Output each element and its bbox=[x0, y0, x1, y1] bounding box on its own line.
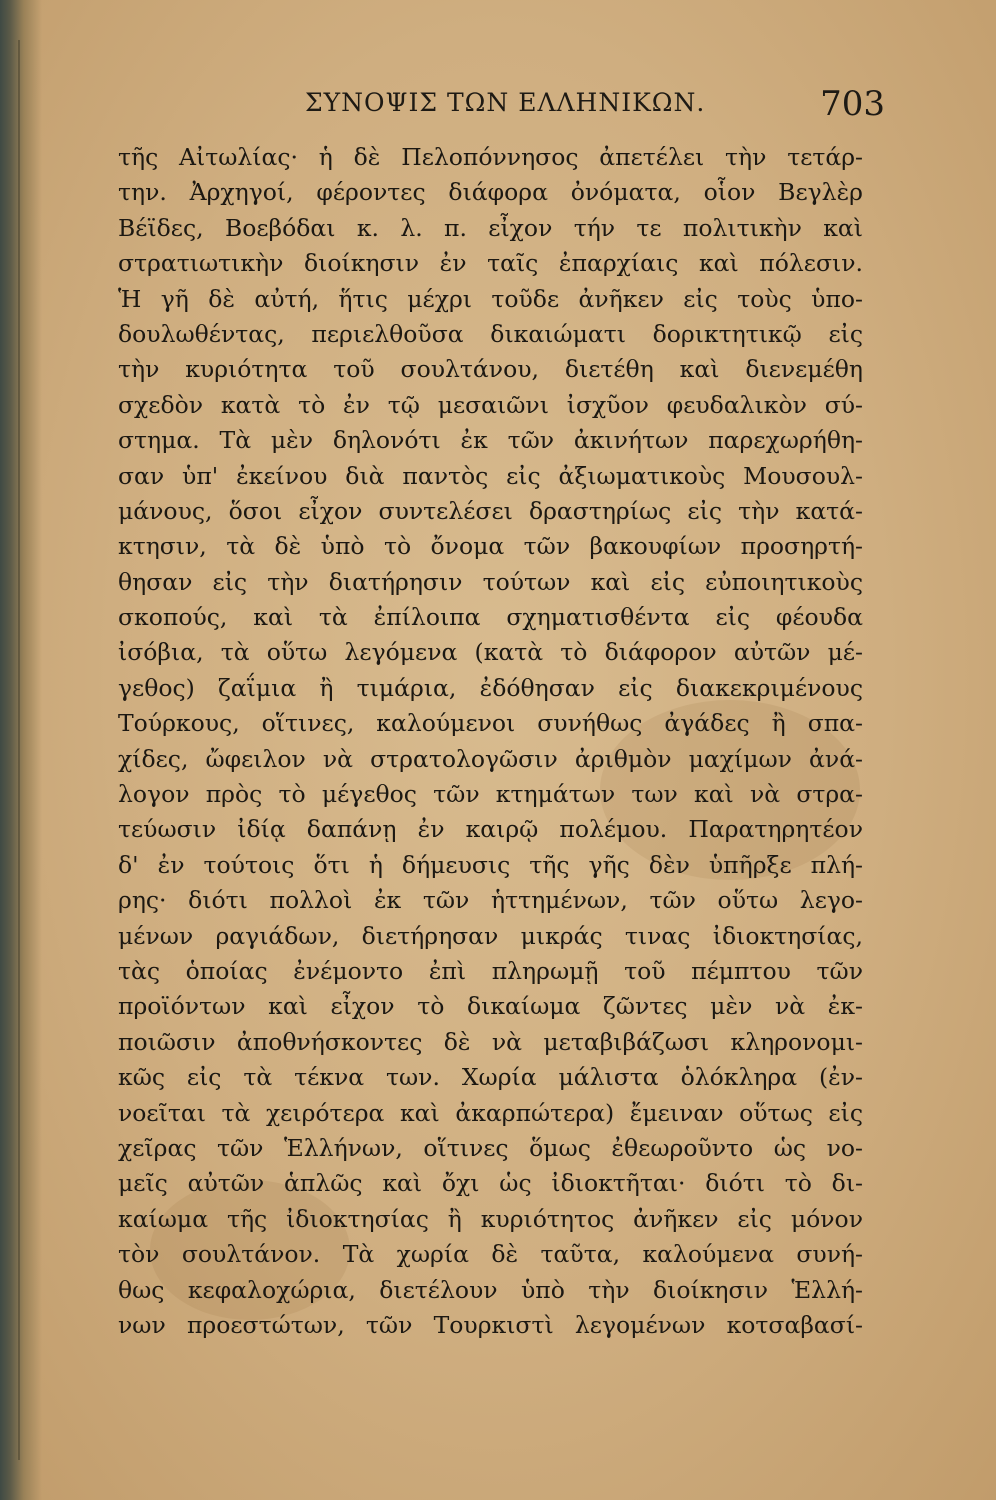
text-line: μένων ραγιάδων, διετήρησαν μικράς τινας ἰδιοκτησίας, bbox=[118, 921, 863, 950]
running-head bbox=[305, 84, 885, 124]
text-line: χεῖρας τῶν Ἑλλήνων, οἵτινες ὅμως ἐθεωροῦντο ὡς νο- bbox=[118, 1133, 863, 1162]
text-line: στημα. Τὰ μὲν δηλονότι ἐκ τῶν ἀκινήτων παρεχωρήθη- bbox=[118, 426, 863, 455]
text-line: σκοπούς, καὶ τὰ ἐπίλοιπα σχηματισθέντα εἰς φέουδα bbox=[118, 603, 863, 632]
text-line: ἰσόβια, τὰ οὕτω λεγόμενα (κατὰ τὸ διάφορον αὐτῶν μέ- bbox=[118, 638, 863, 667]
running-title: ΣΥΝΟΨΙΣ ΤΩΝ ΕΛΛΗΝΙΚΩΝ. bbox=[305, 88, 706, 117]
text-line: Τούρκους, οἵτινες, καλούμενοι συνήθως ἀγάδες ἢ σπα- bbox=[118, 709, 863, 738]
text-line: τὰς ὁποίας ἐνέμοντο ἐπὶ πληρωμῇ τοῦ πέμπτου τῶν bbox=[118, 956, 863, 985]
text-line: τὴν κυριότητα τοῦ σουλτάνου, διετέθη καὶ διενεμέθη bbox=[118, 355, 863, 384]
text-line: λογον πρὸς τὸ μέγεθος τῶν κτημάτων των καὶ νὰ στρα- bbox=[118, 780, 863, 809]
text-line: κτησιν, τὰ δὲ ὑπὸ τὸ ὄνομα τῶν βακουφίων προσηρτή- bbox=[118, 532, 863, 561]
text-line: μεῖς αὐτῶν ἁπλῶς καὶ ὄχι ὡς ἰδιοκτῆται· διότι τὸ δι- bbox=[118, 1169, 863, 1198]
text-line: κῶς εἰς τὰ τέκνα των. Χωρία μάλιστα ὁλόκληρα (ἐν- bbox=[118, 1063, 863, 1092]
text-line: προϊόντων καὶ εἶχον τὸ δικαίωμα ζῶντες μὲν νὰ ἐκ- bbox=[118, 992, 863, 1021]
text-line: Ἡ γῆ δὲ αὐτή, ἥτις μέχρι τοῦδε ἀνῆκεν εἰς τοὺς ὑπο- bbox=[118, 284, 863, 313]
text-line: σχεδὸν κατὰ τὸ ἐν τῷ μεσαιῶνι ἰσχῦον φευδαλικὸν σύ- bbox=[118, 390, 863, 419]
text-line: γεθος) ζαΐμια ἢ τιμάρια, ἐδόθησαν εἰς διακεκριμένους bbox=[118, 673, 863, 702]
text-line: χίδες, ὤφειλον νὰ στρατολογῶσιν ἀριθμὸν μαχίμων ἀνά- bbox=[118, 744, 863, 773]
text-line: θησαν εἰς τὴν διατήρησιν τούτων καὶ εἰς εὐποιητικοὺς bbox=[118, 567, 863, 596]
text-line: ρης· διότι πολλοὶ ἐκ τῶν ἡττημένων, τῶν οὕτω λεγο- bbox=[118, 886, 863, 915]
text-line: την. Ἀρχηγοί, φέροντες διάφορα ὀνόματα, οἷον Βεγλὲρ bbox=[118, 178, 863, 207]
text-line: τὸν σουλτάνον. Τὰ χωρία δὲ ταῦτα, καλούμενα συνή- bbox=[118, 1240, 863, 1269]
text-line: Βέϊδες, Βοεβόδαι κ. λ. π. εἶχον τήν τε πολιτικὴν καὶ bbox=[118, 213, 863, 242]
text-line: τῆς Αἰτωλίας· ἡ δὲ Πελοπόννησος ἀπετέλει τὴν τετάρ- bbox=[118, 143, 863, 171]
text-line: καίωμα τῆς ἰδιοκτησίας ἢ κυριότητος ἀνῆκεν εἰς μόνον bbox=[118, 1204, 863, 1233]
text-line: δουλωθέντας, περιελθοῦσα δικαιώματι δορικτητικῷ εἰς bbox=[118, 319, 863, 348]
text-line: νων προεστώτων, τῶν Τουρκιστὶ λεγομένων κοτσαβασί- bbox=[118, 1310, 863, 1339]
text-line: τεύωσιν ἰδίᾳ δαπάνῃ ἐν καιρῷ πολέμου. Παρατηρητέον bbox=[118, 815, 863, 844]
text-line: στρατιωτικὴν διοίκησιν ἐν ταῖς ἐπαρχίαις καὶ πόλεσιν. bbox=[118, 249, 863, 278]
page-number: 703 bbox=[820, 84, 885, 124]
text-line: θως κεφαλοχώρια, διετέλουν ὑπὸ τὴν διοίκησιν Ἑλλή- bbox=[118, 1275, 863, 1304]
text-line: μάνους, ὅσοι εἶχον συντελέσει δραστηρίως εἰς τὴν κατά- bbox=[118, 496, 863, 525]
text-line: ποιῶσιν ἀποθνήσκοντες δὲ νὰ μεταβιβάζωσι κληρονομι- bbox=[118, 1027, 863, 1056]
body-text bbox=[118, 140, 863, 1343]
text-line: νοεῖται τὰ χειρότερα καὶ ἀκαρπώτερα) ἔμειναν οὕτως εἰς bbox=[118, 1098, 863, 1127]
page-edge bbox=[18, 40, 34, 1460]
text-line: σαν ὑπ' ἐκείνου διὰ παντὸς εἰς ἀξιωματικοὺς Μουσουλ- bbox=[118, 461, 863, 490]
text-line: δ' ἐν τούτοις ὅτι ἡ δήμευσις τῆς γῆς δὲν ὑπῆρξε πλή- bbox=[118, 850, 863, 879]
